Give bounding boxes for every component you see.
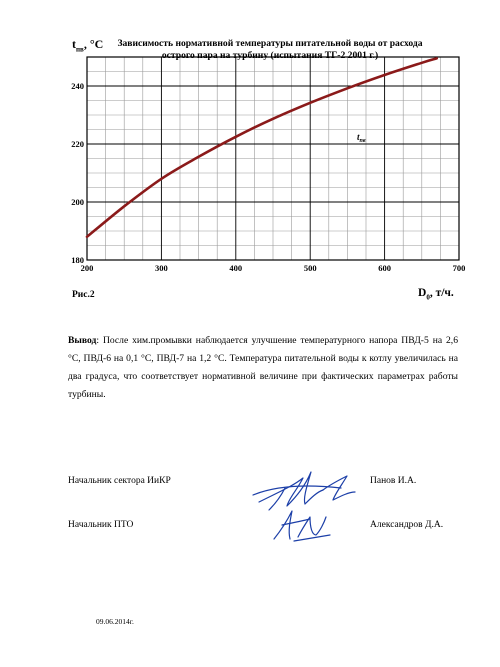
x-tick-label: 200 xyxy=(80,263,94,273)
x-tick-label: 400 xyxy=(229,263,243,273)
document-date: 09.06.2014г. xyxy=(96,617,134,626)
x-axis-title: $D_0$, т/ч. xyxy=(418,287,454,302)
figure-label: Рис.2 xyxy=(72,290,95,300)
series-label-subscript: пв xyxy=(359,138,366,144)
signature-name-2: Александров Д.А. xyxy=(370,520,444,530)
y-tick-label: 220 xyxy=(71,139,84,149)
signature-name-1: Панов И.А. xyxy=(370,476,417,486)
y-tick-label: 180 xyxy=(71,255,84,265)
x-tick-label: 700 xyxy=(452,263,466,273)
y-tick-label: 240 xyxy=(71,81,84,91)
y-tick-label: 200 xyxy=(71,197,84,207)
conclusion-text: : После хим.промывки наблюдается улучшение температурного напора ПВД-5 на 2,6 °С, ПВД-6 на 0,1 °С, ПВД-7 на 1,2 °С. Температура питательной воды к котлу увеличилась на два градуса, что соответствует нормативной величине при фактических параметрах работы турбины. xyxy=(68,335,458,400)
signature-position-1: Начальник сектора ИиКР xyxy=(68,476,171,486)
x-tick-label: 600 xyxy=(378,263,391,273)
x-tick-label: 300 xyxy=(155,263,168,273)
conclusion-lead: Вывод xyxy=(68,335,97,346)
x-tick-label: 500 xyxy=(303,263,317,273)
signature-position-2: Начальник ПТО xyxy=(68,520,134,530)
series-label-tpv: $t_{пв}$ xyxy=(357,132,366,144)
conclusion-paragraph xyxy=(68,332,458,404)
chart-title: Зависимость нормативной температуры питательной воды от расхода острого пара на турбину (испытания ТГ-2 2001 г.) xyxy=(117,38,423,61)
handwritten-signature-2 xyxy=(268,505,338,547)
y-axis-title: $t_{пв}$, °C xyxy=(72,37,104,54)
chart-grid-minor xyxy=(87,57,459,260)
